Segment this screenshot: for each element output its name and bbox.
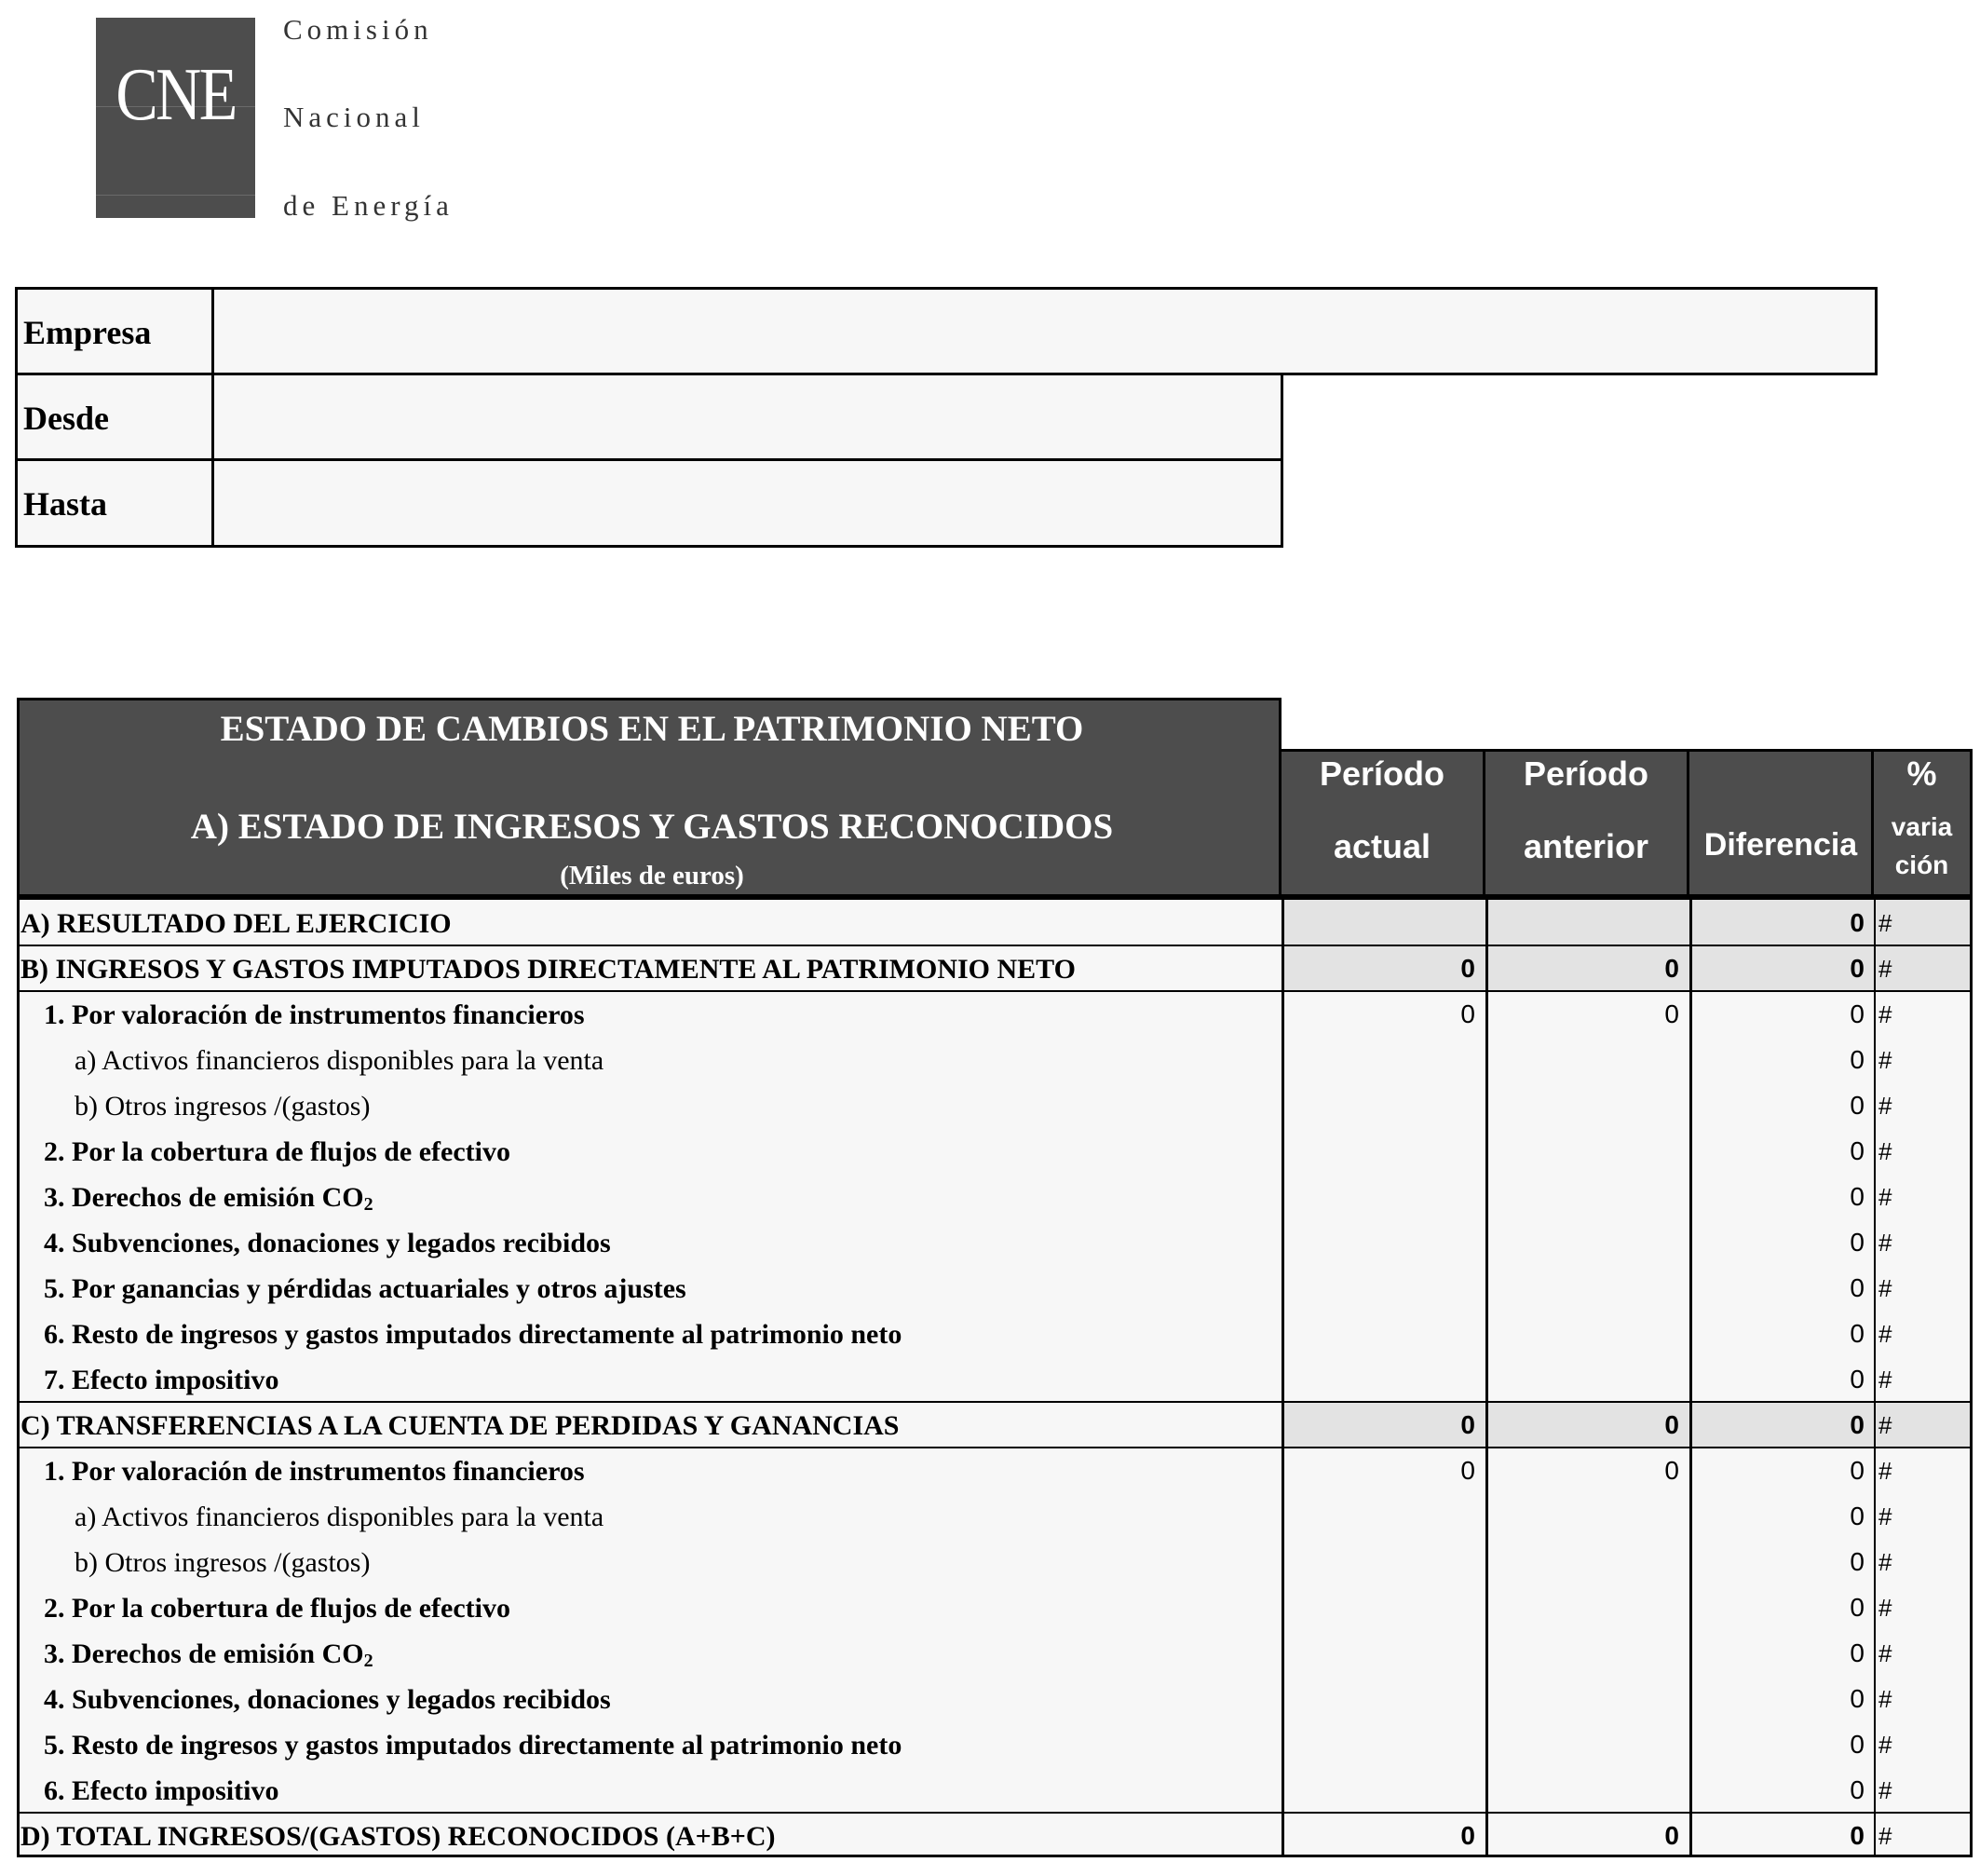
col-actual-line1: Período bbox=[1319, 754, 1444, 793]
desde-label: Desde bbox=[23, 400, 109, 437]
cell-actual[interactable]: 0 bbox=[1460, 999, 1475, 1028]
statement-title-block bbox=[17, 698, 1282, 897]
cell-anterior[interactable] bbox=[1512, 1356, 1679, 1402]
row-label bbox=[75, 1493, 603, 1539]
cell-anterior[interactable] bbox=[1512, 1037, 1679, 1082]
logo-line-3: de Energía bbox=[283, 189, 454, 222]
row-label-text: 3. Derechos de emisión CO bbox=[44, 1182, 364, 1213]
col-anterior-line2: anterior bbox=[1523, 827, 1649, 865]
cell-anterior[interactable] bbox=[1512, 1584, 1679, 1630]
cell-diferencia: 0 bbox=[1850, 1045, 1865, 1074]
cell-pct: # bbox=[1878, 1320, 1892, 1348]
row-label-text: 6. Efecto impositivo bbox=[44, 1775, 279, 1806]
row-label bbox=[44, 1676, 611, 1721]
row-label bbox=[44, 1311, 902, 1356]
cell-anterior[interactable] bbox=[1512, 1128, 1679, 1174]
cell-anterior[interactable] bbox=[1512, 1082, 1679, 1128]
row-label-text: a) Activos financieros disponibles para la venta bbox=[75, 1502, 604, 1532]
row-label bbox=[44, 1584, 510, 1630]
row-label bbox=[44, 1721, 902, 1767]
cell-diferencia: 0 bbox=[1850, 1593, 1865, 1622]
empresa-field[interactable] bbox=[216, 290, 1874, 373]
cell-actual[interactable] bbox=[1308, 1128, 1475, 1174]
cell-diferencia: 0 bbox=[1850, 1547, 1865, 1576]
cell-pct: # bbox=[1878, 1411, 1892, 1439]
cell-actual[interactable]: 0 bbox=[1460, 1821, 1475, 1850]
cell-actual[interactable] bbox=[1308, 1265, 1475, 1311]
row-label bbox=[44, 991, 585, 1037]
cell-pct: # bbox=[1878, 955, 1892, 983]
row-label-text: 6. Resto de ingresos y gastos imputados directamente al patrimonio neto bbox=[44, 1319, 902, 1350]
cell-anterior[interactable] bbox=[1512, 1676, 1679, 1721]
statement-units: (Miles de euros) bbox=[560, 861, 744, 890]
section-separator bbox=[17, 1447, 1973, 1448]
cell-actual[interactable] bbox=[1308, 1174, 1475, 1219]
cell-diferencia: 0 bbox=[1850, 1136, 1865, 1165]
statement-subtitle: A) ESTADO DE INGRESOS Y GASTOS RECONOCIDOS bbox=[190, 807, 1114, 847]
logo-mark: CNE bbox=[115, 54, 236, 136]
cell-pct: # bbox=[1878, 1594, 1892, 1622]
cell-anterior[interactable]: 0 bbox=[1664, 1410, 1679, 1439]
row-label-text: 7. Efecto impositivo bbox=[44, 1365, 279, 1395]
section-separator bbox=[17, 990, 1973, 992]
section-separator bbox=[17, 1812, 1973, 1814]
cell-actual[interactable]: 0 bbox=[1460, 1456, 1475, 1485]
row-label-text: A) RESULTADO DEL EJERCICIO bbox=[20, 908, 452, 939]
cell-pct: # bbox=[1878, 1502, 1892, 1530]
table-row bbox=[17, 1219, 1973, 1265]
cell-diferencia: 0 bbox=[1850, 1228, 1865, 1257]
row-label bbox=[44, 1219, 611, 1265]
row-label-text: D) TOTAL INGRESOS/(GASTOS) RECONOCIDOS (A+B+C) bbox=[20, 1821, 776, 1852]
cell-anterior[interactable] bbox=[1512, 1311, 1679, 1356]
column-separator bbox=[1874, 897, 1876, 1857]
cell-diferencia: 0 bbox=[1850, 1684, 1865, 1713]
row-label bbox=[44, 1265, 686, 1311]
col-pct-line2: varia bbox=[1891, 812, 1953, 841]
col-anterior-line1: Período bbox=[1523, 754, 1648, 793]
logo-line-1: Comisión bbox=[283, 13, 433, 46]
row-label bbox=[20, 1402, 900, 1448]
table-row bbox=[17, 1356, 1973, 1402]
row-label bbox=[75, 1082, 370, 1128]
row-label-text: C) TRANSFERENCIAS A LA CUENTA DE PERDIDAS Y GANANCIAS bbox=[20, 1410, 900, 1441]
cell-pct: # bbox=[1878, 1639, 1892, 1667]
row-label-text: b) Otros ingresos /(gastos) bbox=[75, 1091, 371, 1122]
logo-line-2: Nacional bbox=[283, 101, 425, 133]
cell-actual[interactable] bbox=[1308, 1721, 1475, 1767]
col-diferencia: Diferencia bbox=[1703, 827, 1858, 863]
cell-actual[interactable] bbox=[1308, 1356, 1475, 1402]
cell-diferencia: 0 bbox=[1850, 1638, 1865, 1667]
row-label bbox=[75, 1037, 603, 1082]
cell-anterior[interactable]: 0 bbox=[1664, 1456, 1679, 1485]
table-row bbox=[17, 1584, 1973, 1630]
cell-anterior[interactable] bbox=[1512, 1539, 1679, 1584]
cell-actual[interactable] bbox=[1308, 1037, 1475, 1082]
cell-pct: # bbox=[1878, 1229, 1892, 1257]
section-separator bbox=[17, 1401, 1973, 1403]
table-row bbox=[17, 1630, 1973, 1676]
cell-diferencia: 0 bbox=[1850, 999, 1865, 1028]
table-row bbox=[17, 1493, 1973, 1539]
row-label bbox=[44, 1128, 510, 1174]
cell-pct: # bbox=[1878, 1183, 1892, 1211]
col-pct-line3: ción bbox=[1894, 850, 1949, 879]
cell-anterior[interactable] bbox=[1512, 1219, 1679, 1265]
row-label-text: 1. Por valoración de instrumentos financieros bbox=[44, 999, 585, 1030]
row-label-text: b) Otros ingresos /(gastos) bbox=[75, 1547, 371, 1578]
cell-anterior[interactable]: 0 bbox=[1664, 1821, 1679, 1850]
cell-diferencia: 0 bbox=[1850, 1091, 1865, 1120]
cell-pct: # bbox=[1878, 1000, 1892, 1028]
cell-pct: # bbox=[1878, 1366, 1892, 1393]
row-label bbox=[44, 1448, 585, 1493]
cell-anterior[interactable] bbox=[1512, 1265, 1679, 1311]
row-label-subscript: 2 bbox=[363, 1651, 373, 1671]
section-separator bbox=[17, 945, 1973, 946]
cell-diferencia: 0 bbox=[1850, 1273, 1865, 1302]
table-row bbox=[17, 1448, 1973, 1493]
cell-diferencia: 0 bbox=[1850, 1319, 1865, 1348]
cell-pct: # bbox=[1878, 1776, 1892, 1804]
table-row bbox=[17, 1402, 1973, 1448]
column-separator bbox=[1282, 897, 1284, 1857]
cell-pct: # bbox=[1878, 1274, 1892, 1302]
row-label bbox=[44, 1630, 373, 1676]
cell-pct: # bbox=[1878, 1822, 1892, 1850]
cell-diferencia: 0 bbox=[1850, 1775, 1865, 1804]
cell-diferencia: 0 bbox=[1850, 1365, 1865, 1393]
table-row bbox=[17, 991, 1973, 1037]
row-label-text: 4. Subvenciones, donaciones y legados recibidos bbox=[44, 1684, 611, 1715]
table-row bbox=[17, 1676, 1973, 1721]
cell-diferencia: 0 bbox=[1850, 1182, 1865, 1211]
cell-anterior[interactable] bbox=[1512, 1630, 1679, 1676]
row-label-text: 5. Resto de ingresos y gastos imputados directamente al patrimonio neto bbox=[44, 1730, 902, 1760]
cell-anterior[interactable] bbox=[1512, 1493, 1679, 1539]
cell-pct: # bbox=[1878, 1457, 1892, 1485]
cell-actual[interactable] bbox=[1308, 1767, 1475, 1813]
row-label-text: 1. Por valoración de instrumentos financieros bbox=[44, 1456, 585, 1487]
table-row bbox=[17, 1037, 1973, 1082]
row-label bbox=[44, 1174, 373, 1219]
column-separator bbox=[1485, 897, 1488, 1857]
cell-actual[interactable] bbox=[1308, 1082, 1475, 1128]
cell-pct: # bbox=[1878, 1092, 1892, 1120]
column-separator bbox=[1689, 897, 1692, 1857]
cell-diferencia: 0 bbox=[1850, 1730, 1865, 1759]
table-row bbox=[17, 1721, 1973, 1767]
col-pct-line1: % bbox=[1906, 754, 1937, 793]
cell-actual[interactable] bbox=[1308, 1676, 1475, 1721]
cell-pct: # bbox=[1878, 1731, 1892, 1759]
row-label bbox=[44, 1356, 278, 1402]
cell-diferencia: 0 bbox=[1850, 908, 1865, 937]
row-label bbox=[75, 1539, 370, 1584]
cell-diferencia: 0 bbox=[1850, 1502, 1865, 1530]
row-label-subscript: 2 bbox=[363, 1194, 373, 1215]
row-label bbox=[20, 945, 1076, 991]
cell-actual[interactable] bbox=[1308, 1219, 1475, 1265]
cell-actual[interactable] bbox=[1308, 1584, 1475, 1630]
cell-actual[interactable] bbox=[1308, 1493, 1475, 1539]
cell-actual[interactable] bbox=[1308, 1539, 1475, 1584]
cell-diferencia: 0 bbox=[1850, 1410, 1865, 1439]
table-row bbox=[17, 1311, 1973, 1356]
col-actual-line2: actual bbox=[1333, 827, 1431, 865]
cell-diferencia: 0 bbox=[1850, 954, 1865, 983]
row-label-text: B) INGRESOS Y GASTOS IMPUTADOS DIRECTAMENTE AL PATRIMONIO NETO bbox=[20, 954, 1076, 985]
cell-anterior[interactable] bbox=[1512, 900, 1679, 945]
hasta-label: Hasta bbox=[23, 485, 107, 523]
row-label-text: a) Activos financieros disponibles para la venta bbox=[75, 1045, 604, 1076]
cell-actual[interactable]: 0 bbox=[1460, 954, 1475, 983]
table-row bbox=[17, 1539, 1973, 1584]
table-row bbox=[17, 900, 1973, 945]
cell-pct: # bbox=[1878, 1685, 1892, 1713]
cell-actual[interactable] bbox=[1308, 900, 1475, 945]
table-row bbox=[17, 1174, 1973, 1219]
table-row bbox=[17, 945, 1973, 991]
desde-field[interactable] bbox=[216, 375, 1280, 458]
table-row bbox=[17, 1813, 1973, 1858]
cell-anterior[interactable] bbox=[1512, 1174, 1679, 1219]
row-label bbox=[20, 1813, 775, 1858]
table-row bbox=[17, 1767, 1973, 1813]
table-row bbox=[17, 1265, 1973, 1311]
cell-diferencia: 0 bbox=[1850, 1821, 1865, 1850]
row-label-text: 3. Derechos de emisión CO bbox=[44, 1638, 364, 1669]
cell-anterior[interactable] bbox=[1512, 1767, 1679, 1813]
cell-pct: # bbox=[1878, 909, 1892, 937]
table-row bbox=[17, 1082, 1973, 1128]
row-label bbox=[44, 1767, 278, 1813]
row-label-text: 2. Por la cobertura de flujos de efectivo bbox=[44, 1136, 510, 1167]
cell-anterior[interactable]: 0 bbox=[1664, 999, 1679, 1028]
cell-diferencia: 0 bbox=[1850, 1456, 1865, 1485]
empresa-label: Empresa bbox=[23, 314, 152, 351]
cell-actual[interactable]: 0 bbox=[1460, 1410, 1475, 1439]
cell-anterior[interactable] bbox=[1512, 1721, 1679, 1767]
cell-actual[interactable] bbox=[1308, 1630, 1475, 1676]
cell-pct: # bbox=[1878, 1046, 1892, 1074]
row-label bbox=[20, 900, 452, 945]
cell-actual[interactable] bbox=[1308, 1311, 1475, 1356]
cell-anterior[interactable]: 0 bbox=[1664, 954, 1679, 983]
row-label-text: 4. Subvenciones, donaciones y legados recibidos bbox=[44, 1228, 611, 1258]
row-label-text: 5. Por ganancias y pérdidas actuariales y otros ajustes bbox=[44, 1273, 686, 1304]
row-label-text: 2. Por la cobertura de flujos de efectivo bbox=[44, 1593, 510, 1624]
table-row bbox=[17, 1128, 1973, 1174]
statement-title: ESTADO DE CAMBIOS EN EL PATRIMONIO NETO bbox=[220, 709, 1084, 749]
cell-pct: # bbox=[1878, 1548, 1892, 1576]
hasta-field[interactable] bbox=[216, 461, 1280, 544]
cne-logo bbox=[96, 18, 255, 218]
cell-pct: # bbox=[1878, 1137, 1892, 1165]
